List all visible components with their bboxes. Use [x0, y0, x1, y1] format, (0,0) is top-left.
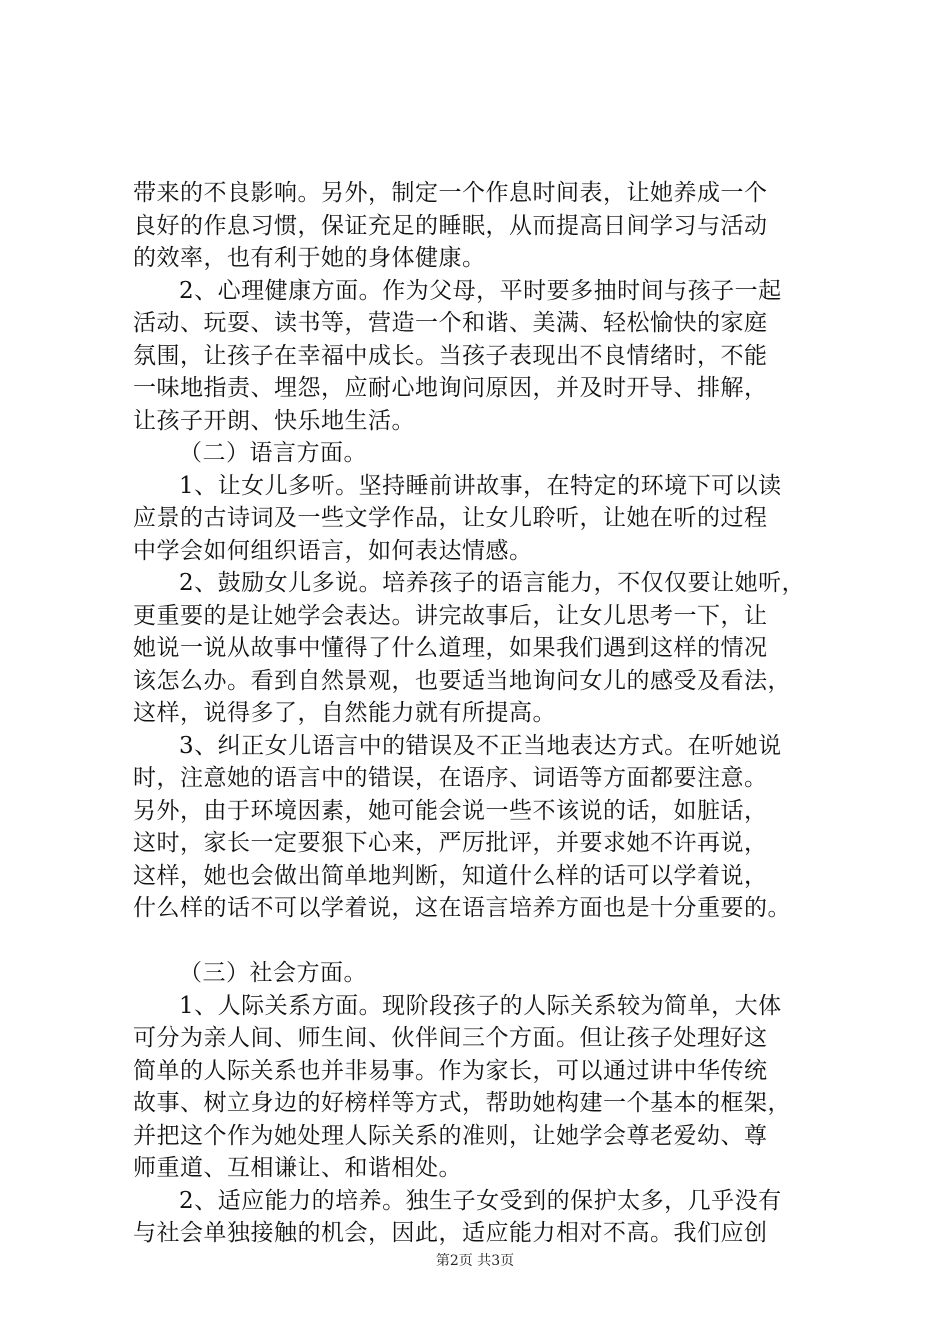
text-line: 良好的作息习惯，保证充足的睡眠，从而提高日间学习与活动 — [133, 212, 768, 239]
text-line: 的效率，也有利于她的身体健康。 — [133, 245, 486, 271]
text-line: 与社会单独接触的机会，因此，适应能力相对不高。我们应创 — [133, 1220, 768, 1246]
text-line: 时，注意她的语言中的错误，在语序、词语等方面都要注意。 — [133, 765, 768, 791]
text-line: 师重道、互相谦让、和谐相处。 — [133, 1155, 462, 1181]
text-line: 这样，说得多了，自然能力就有所提高。 — [133, 700, 556, 726]
text-line: 简单的人际关系也并非易事。作为家长，可以通过讲中华传统 — [133, 1057, 768, 1084]
text-line: 她说一说从故事中懂得了什么道理，如果我们遇到这样的情况 — [133, 635, 768, 661]
text-line: 2、适应能力的培养。独生子女受到的保护太多，几乎没有 — [179, 1187, 782, 1214]
page-footer: 第2页 共3页 — [435, 1253, 515, 1269]
text-line: 一味地指责、埋怨，应耐心地询问原因，并及时开导、排解， — [133, 375, 768, 401]
text-line: 应景的古诗词及一些文学作品，让女儿聆听，让她在听的过程 — [133, 505, 768, 531]
text-line: 让孩子开朗、快乐地生活。 — [133, 407, 415, 434]
text-line: 带来的不良影响。另外，制定一个作息时间表，让她养成一个 — [133, 180, 768, 206]
text-line: （三）社会方面。 — [179, 960, 367, 986]
text-line: 另外，由于环境因素，她可能会说一些不该说的话，如脏话， — [133, 797, 768, 824]
text-line: 2、鼓励女儿多说。培养孩子的语言能力，不仅仅要让她听， — [179, 570, 806, 596]
text-line: 故事、树立身边的好榜样等方式，帮助她构建一个基本的框架， — [133, 1090, 791, 1116]
text-line: 活动、玩耍、读书等，营造一个和谐、美满、轻松愉快的家庭 — [133, 310, 768, 336]
text-line: 3、纠正女儿语言中的错误及不正当地表达方式。在听她说 — [179, 732, 782, 759]
text-line: 氛围，让孩子在幸福中成长。当孩子表现出不良情绪时，不能 — [133, 342, 768, 369]
text-line: 更重要的是让她学会表达。讲完故事后，让女儿思考一下，让 — [133, 602, 768, 629]
text-line: 可分为亲人间、师生间、伙伴间三个方面。但让孩子处理好这 — [133, 1025, 768, 1051]
text-line: 1、人际关系方面。现阶段孩子的人际关系较为简单，大体 — [179, 992, 782, 1019]
text-line: 这样，她也会做出简单地判断，知道什么样的话可以学着说， — [133, 862, 768, 889]
text-line: 并把这个作为她处理人际关系的准则，让她学会尊老爱幼、尊 — [133, 1122, 768, 1149]
document-body — [133, 177, 843, 1250]
text-line: 这时，家长一定要狠下心来，严厉批评，并要求她不许再说， — [133, 830, 768, 856]
text-line: 中学会如何组织语言，如何表达情感。 — [133, 537, 533, 564]
text-line: 什么样的话不可以学着说，这在语言培养方面也是十分重要的。 — [133, 895, 791, 921]
text-line: 1、让女儿多听。坚持睡前讲故事，在特定的环境下可以读 — [179, 472, 782, 499]
text-line: 该怎么办。看到自然景观，也要适当地询问女儿的感受及看法， — [133, 667, 791, 694]
text-line: 2、心理健康方面。作为父母，平时要多抽时间与孩子一起 — [179, 277, 782, 304]
blank-line — [133, 925, 843, 958]
text-line: （二）语言方面。 — [179, 440, 367, 466]
